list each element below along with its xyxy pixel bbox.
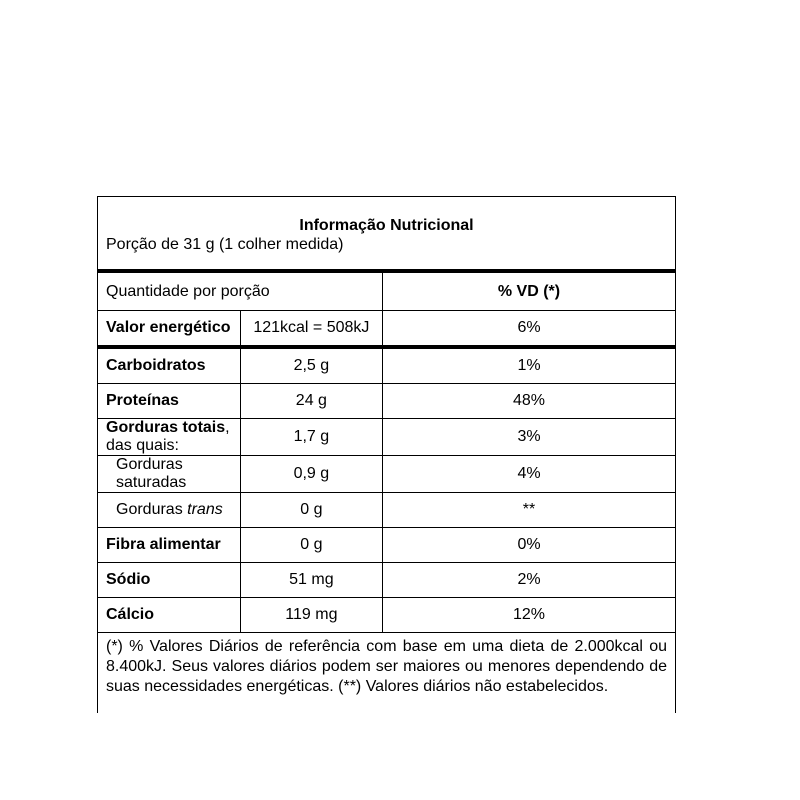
nutrient-amount: 51 mg [240,563,382,598]
nutrient-name-italic: trans [187,501,223,518]
nutrient-dv: 6% [383,311,676,348]
nutrient-amount: 1,7 g [240,419,382,456]
label-title: Informação Nutricional [299,217,474,234]
nutrient-name: Proteínas [98,384,240,419]
dv-header: % VD (*) [383,273,676,311]
nutrient-dv: 0% [383,528,676,563]
nutrient-dv: 48% [383,384,676,419]
nutrient-name: Gorduras [116,501,188,518]
nutrient-name-cell [98,493,240,528]
table-row [98,456,675,493]
nutrient-name-cell [98,419,240,456]
portion-size: Porção de 31 g (1 colher medida) [106,236,344,253]
nutrient-amount: 0 g [240,528,382,563]
nutrient-amount: 24 g [240,384,382,419]
nutrient-dv: 4% [383,456,676,493]
nutrient-name: Cálcio [98,598,240,633]
table-row [98,384,675,419]
nutrient-dv: ** [383,493,676,528]
nutrient-amount: 0,9 g [240,456,382,493]
table-row [98,563,675,598]
footnote: (*) % Valores Diários de referência com base em uma dieta de 2.000kcal ou 8.400kJ. Seus valores diários podem ser maiores ou menores dependendo de suas necessidades energéticas. (**) Valores diários não estabelecidos. [106,638,667,695]
nutrient-dv: 2% [383,563,676,598]
nutrient-dv: 1% [383,347,676,384]
table-row [98,493,675,528]
nutrient-amount: 119 mg [240,598,382,633]
footnote-spacer [98,697,675,713]
nutrition-table [98,273,675,633]
nutrient-name-suffix: , das quais: [106,419,230,454]
nutrient-dv: 3% [383,419,676,456]
nutrient-amount: 2,5 g [240,347,382,384]
nutrient-name: Gorduras totais [106,419,226,436]
label-header [98,197,675,273]
table-row [98,598,675,633]
nutrient-dv: 12% [383,598,676,633]
nutrient-amount: 121kcal = 508kJ [240,311,382,348]
table-header-row [98,273,675,311]
nutrition-facts-label [97,196,676,713]
table-row [98,347,675,384]
nutrient-name: Fibra alimentar [98,528,240,563]
quantity-header: Quantidade por porção [98,273,383,311]
nutrient-name: Carboidratos [98,347,240,384]
table-row [98,419,675,456]
nutrient-name: Gorduras saturadas [98,456,240,493]
nutrient-amount: 0 g [240,493,382,528]
table-row [98,528,675,563]
table-row [98,311,675,348]
nutrient-name: Sódio [98,563,240,598]
nutrient-name: Valor energético [98,311,240,348]
